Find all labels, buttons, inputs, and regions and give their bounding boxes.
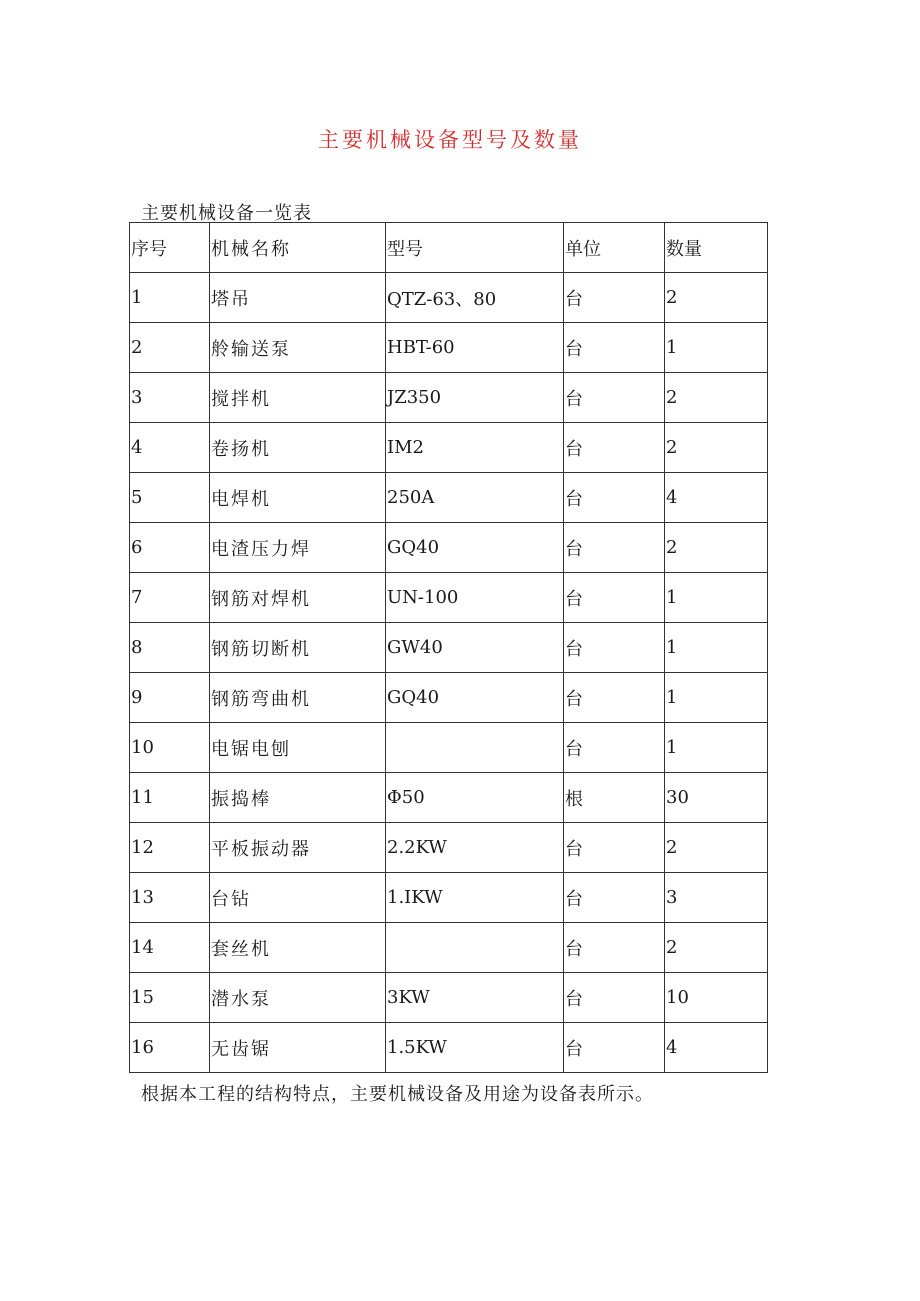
table-row [130, 1023, 768, 1073]
cell-machine-name: 电焊机 [210, 473, 386, 523]
cell-model: 3KW [386, 973, 564, 1023]
table-body [130, 273, 768, 1073]
header-unit: 单位 [564, 223, 665, 273]
cell-model: 250A [386, 473, 564, 523]
cell-machine-name: 钢筋弯曲机 [210, 673, 386, 723]
cell-machine-name: 钢筋切断机 [210, 623, 386, 673]
cell-index: 6 [130, 523, 210, 573]
table-row [130, 673, 768, 723]
cell-index: 13 [130, 873, 210, 923]
cell-model: GW40 [386, 623, 564, 673]
cell-machine-name: 平板振动器 [210, 823, 386, 873]
cell-unit: 台 [564, 623, 665, 673]
cell-unit: 台 [564, 823, 665, 873]
cell-machine-name: 潜水泵 [210, 973, 386, 1023]
cell-model: 1.5KW [386, 1023, 564, 1073]
cell-model: IM2 [386, 423, 564, 473]
cell-machine-name: 电锯电刨 [210, 723, 386, 773]
cell-quantity: 1 [665, 723, 768, 773]
cell-machine-name: 舲输送泵 [210, 323, 386, 373]
cell-machine-name: 塔吊 [210, 273, 386, 323]
cell-machine-name: 搅拌机 [210, 373, 386, 423]
cell-index: 14 [130, 923, 210, 973]
cell-model: GQ40 [386, 523, 564, 573]
cell-machine-name: 卷扬机 [210, 423, 386, 473]
equipment-table [129, 222, 768, 1073]
table-row [130, 823, 768, 873]
cell-index: 5 [130, 473, 210, 523]
cell-machine-name: 无齿锯 [210, 1023, 386, 1073]
cell-index: 12 [130, 823, 210, 873]
page-title: 主要机械设备型号及数量 [318, 128, 582, 152]
cell-quantity: 10 [665, 973, 768, 1023]
table-row [130, 723, 768, 773]
cell-unit: 台 [564, 873, 665, 923]
table-row [130, 773, 768, 823]
cell-index: 8 [130, 623, 210, 673]
cell-quantity: 1 [665, 323, 768, 373]
cell-unit: 台 [564, 423, 665, 473]
table-row [130, 373, 768, 423]
table-row [130, 923, 768, 973]
cell-machine-name: 套丝机 [210, 923, 386, 973]
cell-index: 15 [130, 973, 210, 1023]
cell-quantity: 1 [665, 673, 768, 723]
cell-quantity: 2 [665, 523, 768, 573]
cell-model: HBT-60 [386, 323, 564, 373]
table-row [130, 273, 768, 323]
cell-quantity: 2 [665, 823, 768, 873]
table-row [130, 323, 768, 373]
cell-model: GQ40 [386, 673, 564, 723]
cell-unit: 台 [564, 523, 665, 573]
cell-index: 1 [130, 273, 210, 323]
cell-index: 9 [130, 673, 210, 723]
header-quantity: 数量 [665, 223, 768, 273]
cell-model [386, 723, 564, 773]
cell-model: QTZ-63、80 [386, 273, 564, 323]
footnote: 根据本工程的结构特点，主要机械设备及用途为设备表所示。 [141, 1084, 654, 1105]
cell-unit: 台 [564, 273, 665, 323]
cell-model [386, 923, 564, 973]
table-header-row [130, 223, 768, 273]
cell-unit: 台 [564, 673, 665, 723]
cell-unit: 台 [564, 473, 665, 523]
cell-unit: 台 [564, 323, 665, 373]
cell-unit: 台 [564, 573, 665, 623]
table-row [130, 973, 768, 1023]
cell-unit: 根 [564, 773, 665, 823]
cell-unit: 台 [564, 1023, 665, 1073]
cell-quantity: 1 [665, 623, 768, 673]
table-row [130, 873, 768, 923]
cell-index: 4 [130, 423, 210, 473]
cell-index: 7 [130, 573, 210, 623]
cell-index: 10 [130, 723, 210, 773]
cell-index: 11 [130, 773, 210, 823]
cell-model: Φ50 [386, 773, 564, 823]
cell-model: JZ350 [386, 373, 564, 423]
cell-quantity: 2 [665, 373, 768, 423]
cell-unit: 台 [564, 723, 665, 773]
cell-index: 3 [130, 373, 210, 423]
table-caption: 主要机械设备一览表 [141, 203, 312, 224]
cell-model: 2.2KW [386, 823, 564, 873]
header-index: 序号 [130, 223, 210, 273]
cell-quantity: 2 [665, 423, 768, 473]
header-machine-name: 机械名称 [210, 223, 386, 273]
table-row [130, 573, 768, 623]
table-row [130, 523, 768, 573]
cell-machine-name: 电渣压力焊 [210, 523, 386, 573]
cell-model: UN-100 [386, 573, 564, 623]
table-row [130, 623, 768, 673]
cell-index: 16 [130, 1023, 210, 1073]
cell-machine-name: 振捣棒 [210, 773, 386, 823]
header-model: 型号 [386, 223, 564, 273]
cell-unit: 台 [564, 923, 665, 973]
table-row [130, 423, 768, 473]
cell-model: 1.IKW [386, 873, 564, 923]
cell-quantity: 3 [665, 873, 768, 923]
cell-quantity: 4 [665, 473, 768, 523]
cell-machine-name: 钢筋对焊机 [210, 573, 386, 623]
cell-quantity: 1 [665, 573, 768, 623]
cell-quantity: 2 [665, 273, 768, 323]
cell-index: 2 [130, 323, 210, 373]
cell-quantity: 2 [665, 923, 768, 973]
cell-quantity: 4 [665, 1023, 768, 1073]
cell-unit: 台 [564, 373, 665, 423]
table-row [130, 473, 768, 523]
cell-quantity: 30 [665, 773, 768, 823]
cell-machine-name: 台钻 [210, 873, 386, 923]
cell-unit: 台 [564, 973, 665, 1023]
